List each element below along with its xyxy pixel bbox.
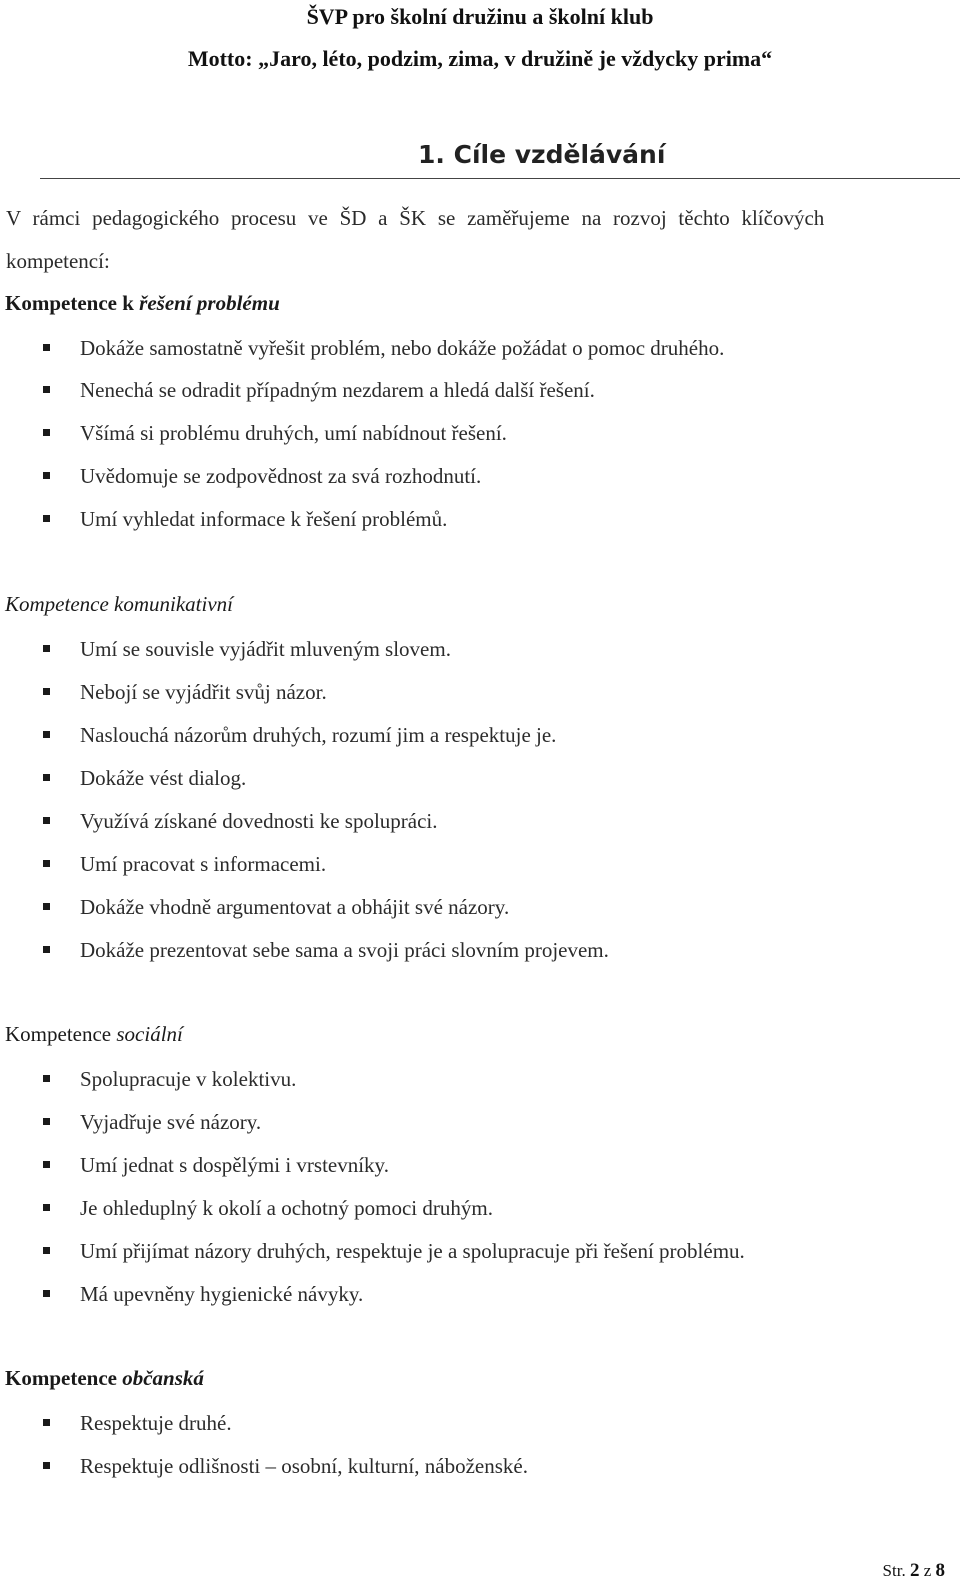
list-item-text: Uvědomuje se zodpovědnost za svá rozhodnutí. — [80, 464, 482, 488]
list-item — [0, 464, 950, 494]
bullet-icon — [43, 1290, 50, 1297]
list-item — [0, 895, 950, 925]
list-item-text: Má upevněny hygienické návyky. — [80, 1282, 364, 1306]
heading-prefix: Kompetence k — [5, 291, 140, 315]
bullet-icon — [43, 386, 50, 393]
list-item-text: Umí jednat s dospělými i vrstevníky. — [80, 1153, 389, 1177]
list-item — [0, 637, 950, 667]
list-item-text: Dokáže vést dialog. — [80, 766, 247, 790]
header-program-title: ŠVP pro školní družinu a školní klub — [306, 4, 654, 29]
list-item-text: Nenechá se odradit případným nezdarem a hledá další řešení. — [80, 378, 595, 402]
bullet-icon — [43, 688, 50, 695]
list-item-text: Nebojí se vyjádřit svůj názor. — [80, 680, 327, 704]
list-item-text: Vyjadřuje své názory. — [80, 1110, 262, 1134]
list-item — [0, 766, 950, 796]
bullet-icon — [43, 515, 50, 522]
list-item-text: Umí pracovat s informacemi. — [80, 852, 327, 876]
bullet-icon — [43, 1075, 50, 1082]
list-item-text: Umí se souvisle vyjádřit mluveným slovem. — [80, 637, 451, 661]
list-item-text: Respektuje druhé. — [80, 1411, 232, 1435]
page-number-prefix: Str. — [882, 1561, 910, 1580]
bullet-icon — [43, 860, 50, 867]
heading-emphasis: sociální — [116, 1022, 183, 1046]
list-item — [0, 1196, 950, 1226]
bullet-icon — [43, 344, 50, 351]
heading-emphasis: řešení problému — [139, 291, 280, 315]
heading-prefix: Kompetence — [5, 1366, 123, 1390]
list-item — [0, 852, 950, 882]
list-item — [0, 1282, 950, 1312]
list-item-text: Dokáže samostatně vyřešit problém, nebo dokáže požádat o pomoc druhého. — [80, 336, 725, 360]
bullet-icon — [43, 817, 50, 824]
list-item-text: Je ohleduplný k okolí a ochotný pomoci druhým. — [80, 1196, 493, 1220]
section-title-text: 1. Cíle vzdělávání — [418, 140, 666, 169]
intro-paragraph-line-2: kompetencí: — [6, 249, 110, 273]
heading-prefix: Kompetence — [5, 1022, 117, 1046]
list-item — [0, 1239, 950, 1269]
bullet-icon — [43, 1462, 50, 1469]
bullet-icon — [43, 1204, 50, 1211]
list-item — [0, 507, 950, 537]
list-item-text: Spolupracuje v kolektivu. — [80, 1067, 297, 1091]
bullet-icon — [43, 472, 50, 479]
bullet-icon — [43, 429, 50, 436]
page-number-current: 2 — [909, 1560, 920, 1581]
list-item-text: Všímá si problému druhých, umí nabídnout řešení. — [80, 421, 507, 445]
bullet-icon — [43, 731, 50, 738]
list-item-text: Umí přijímat názory druhých, respektuje je a spolupracuje při řešení problému. — [80, 1239, 745, 1263]
bullet-icon — [43, 1419, 50, 1426]
heading-emphasis: Kompetence komunikativní — [5, 592, 234, 616]
page-number-total: 8 — [935, 1560, 945, 1581]
page-number-separator: z — [919, 1561, 936, 1580]
list-item-text: Naslouchá názorům druhých, rozumí jim a respektuje je. — [80, 723, 557, 747]
bullet-icon — [43, 946, 50, 953]
list-item-text: Umí vyhledat informace k řešení problémů. — [80, 507, 448, 531]
list-item — [0, 378, 950, 408]
page-number — [883, 1560, 945, 1582]
bullet-icon — [43, 1247, 50, 1254]
list-item-text: Respektuje odlišnosti – osobní, kulturní, náboženské. — [80, 1454, 528, 1478]
list-item — [0, 723, 950, 753]
list-item-text: Využívá získané dovednosti ke spolupráci. — [80, 809, 438, 833]
list-item — [0, 1153, 950, 1183]
list-item — [0, 1067, 950, 1097]
bullet-icon — [43, 1161, 50, 1168]
heading-emphasis: občanská — [122, 1366, 204, 1390]
heading-civic — [5, 1366, 204, 1391]
bullet-icon — [43, 774, 50, 781]
bullet-icon — [43, 1118, 50, 1125]
list-item — [0, 336, 950, 366]
list-item — [0, 421, 950, 451]
list-item — [0, 1411, 950, 1441]
list-item — [0, 809, 950, 839]
heading-problem-solving — [5, 291, 280, 316]
list-item — [0, 1110, 950, 1140]
list-item — [0, 680, 950, 710]
list-item-text: Dokáže prezentovat sebe sama a svoji práci slovním projevem. — [80, 938, 609, 962]
list-item — [0, 938, 950, 968]
section-title — [40, 138, 960, 179]
header-motto: Motto: „Jaro, léto, podzim, zima, v družině je vždycky prima“ — [187, 46, 773, 71]
heading-communicative — [5, 592, 233, 617]
intro-paragraph-line-1: V rámci pedagogického procesu ve ŠD a ŠK se zaměřujeme na rozvoj těchto klíčových — [6, 206, 825, 230]
list-item-text: Dokáže vhodně argumentovat a obhájit své názory. — [80, 895, 510, 919]
heading-social — [5, 1022, 183, 1047]
bullet-icon — [43, 903, 50, 910]
list-item — [0, 1454, 950, 1484]
bullet-icon — [43, 645, 50, 652]
